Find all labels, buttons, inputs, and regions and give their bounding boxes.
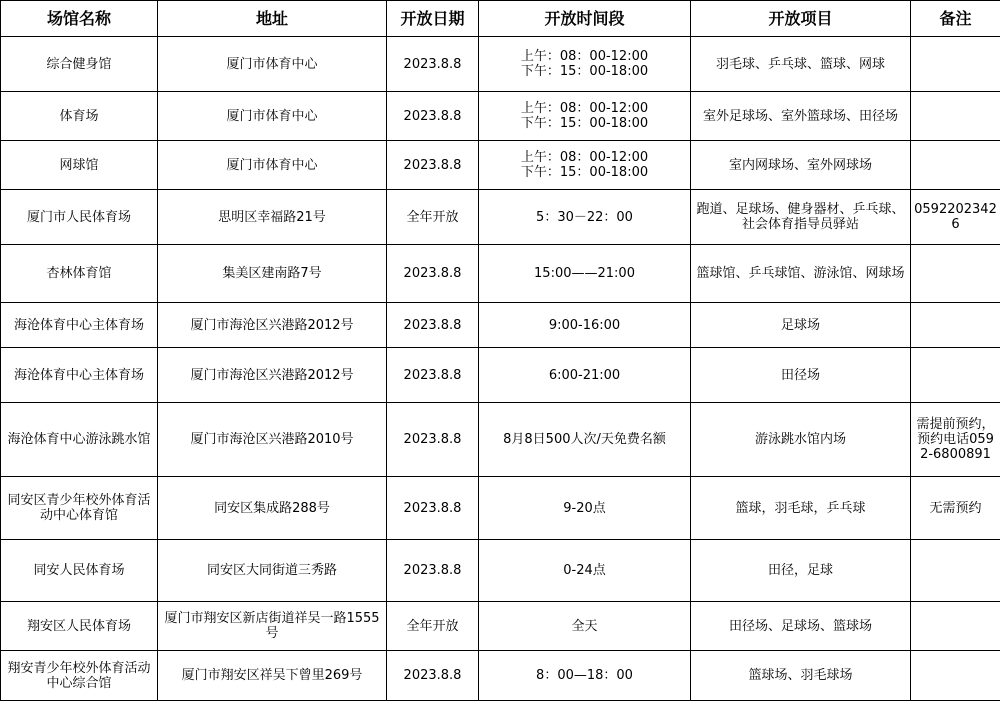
open-hours-cell [479,92,691,141]
venue-name-cell: 体育场 [1,92,158,141]
table-row [1,303,1000,348]
open-items-cell: 游泳跳水馆内场 [691,403,911,477]
open-hours-cell [479,540,691,602]
open-items-cell: 室内网球场、室外网球场 [691,141,911,190]
open-hours-cell [479,190,691,245]
address-cell: 厦门市体育中心 [158,141,387,190]
open-hours-line: 0-24点 [481,563,688,578]
table-row [1,477,1000,540]
venue-name-cell: 海沧体育中心主体育场 [1,348,158,403]
open-items-cell: 羽毛球、乒乓球、篮球、网球 [691,37,911,92]
remarks-cell [911,245,1000,303]
open-hours-cell [479,245,691,303]
open-hours-line: 9-20点 [481,501,688,516]
open-items-cell: 田径场 [691,348,911,403]
venue-name-cell: 杏林体育馆 [1,245,158,303]
table-row [1,141,1000,190]
open-items-cell: 田径场、足球场、篮球场 [691,602,911,651]
open-hours-line: 上午：08：00-12:00 [481,101,688,116]
remarks-cell: 05922023426 [911,190,1000,245]
open-date-cell: 2023.8.8 [387,651,479,701]
open-items-cell: 足球场 [691,303,911,348]
address-cell: 厦门市海沧区兴港路2012号 [158,348,387,403]
open-hours-line: 5：30－22：00 [481,210,688,225]
address-cell: 同安区集成路288号 [158,477,387,540]
table-row [1,348,1000,403]
open-hours-cell [479,602,691,651]
open-items-cell: 跑道、足球场、健身器材、乒乓球、社会体育指导员驿站 [691,190,911,245]
table-row [1,651,1000,701]
remarks-cell [911,303,1000,348]
open-hours-line: 下午：15：00-18:00 [481,64,688,79]
address-cell: 同安区大同街道三秀路 [158,540,387,602]
table-row [1,92,1000,141]
address-cell: 集美区建南路7号 [158,245,387,303]
remarks-cell [911,348,1000,403]
remarks-cell [911,602,1000,651]
open-hours-line: 8：00—18：00 [481,668,688,683]
open-hours-line: 上午：08：00-12:00 [481,150,688,165]
header-open-date: 开放日期 [387,1,479,37]
open-date-cell: 2023.8.8 [387,92,479,141]
table-row [1,540,1000,602]
table-body [1,37,1000,701]
remarks-cell [911,540,1000,602]
open-hours-line: 6:00-21:00 [481,368,688,383]
open-items-cell: 篮球，羽毛球，乒乓球 [691,477,911,540]
open-date-cell: 全年开放 [387,602,479,651]
header-open-items: 开放项目 [691,1,911,37]
open-items-cell: 室外足球场、室外篮球场、田径场 [691,92,911,141]
open-date-cell: 2023.8.8 [387,477,479,540]
address-cell: 厦门市体育中心 [158,37,387,92]
table-row [1,245,1000,303]
open-date-cell: 全年开放 [387,190,479,245]
venue-name-cell: 翔安区人民体育场 [1,602,158,651]
open-hours-cell [479,141,691,190]
open-items-cell: 篮球馆、乒乓球馆、游泳馆、网球场 [691,245,911,303]
venue-name-cell: 海沧体育中心主体育场 [1,303,158,348]
open-hours-line: 9:00-16:00 [481,318,688,333]
open-date-cell: 2023.8.8 [387,348,479,403]
header-venue-name: 场馆名称 [1,1,158,37]
open-hours-line: 8月8日500人次/天免费名额 [481,432,688,447]
open-date-cell: 2023.8.8 [387,303,479,348]
remarks-cell: 需提前预约，预约电话0592-6800891 [911,403,1000,477]
address-cell: 厦门市海沧区兴港路2010号 [158,403,387,477]
address-cell: 厦门市翔安区祥吴下曾里269号 [158,651,387,701]
table-row [1,602,1000,651]
venue-name-cell: 海沧体育中心游泳跳水馆 [1,403,158,477]
remarks-cell: 无需预约 [911,477,1000,540]
open-hours-cell [479,348,691,403]
open-date-cell: 2023.8.8 [387,141,479,190]
remarks-cell [911,37,1000,92]
venue-name-cell: 同安区青少年校外体育活动中心体育馆 [1,477,158,540]
open-hours-cell [479,403,691,477]
table-row [1,37,1000,92]
open-hours-cell [479,651,691,701]
open-date-cell: 2023.8.8 [387,403,479,477]
address-cell: 思明区幸福路21号 [158,190,387,245]
venue-name-cell: 同安人民体育场 [1,540,158,602]
open-items-cell: 田径，足球 [691,540,911,602]
open-hours-line: 15:00——21:00 [481,266,688,281]
header-address: 地址 [158,1,387,37]
remarks-cell [911,651,1000,701]
address-cell: 厦门市体育中心 [158,92,387,141]
open-date-cell: 2023.8.8 [387,540,479,602]
header-open-hours: 开放时间段 [479,1,691,37]
open-hours-line: 全天 [481,619,688,634]
venue-name-cell: 网球馆 [1,141,158,190]
remarks-cell [911,92,1000,141]
table-row [1,403,1000,477]
open-items-cell: 篮球场、羽毛球场 [691,651,911,701]
header-row [1,1,1000,37]
venue-name-cell: 综合健身馆 [1,37,158,92]
open-hours-cell [479,37,691,92]
open-date-cell: 2023.8.8 [387,245,479,303]
open-hours-line: 下午：15：00-18:00 [481,165,688,180]
table-row [1,190,1000,245]
open-hours-line: 上午：08：00-12:00 [481,49,688,64]
open-hours-line: 下午：15：00-18:00 [481,116,688,131]
open-date-cell: 2023.8.8 [387,37,479,92]
address-cell: 厦门市翔安区新店街道祥吴一路1555号 [158,602,387,651]
remarks-cell [911,141,1000,190]
header-remarks: 备注 [911,1,1000,37]
venue-name-cell: 翔安青少年校外体育活动中心综合馆 [1,651,158,701]
open-hours-cell [479,477,691,540]
open-hours-cell [479,303,691,348]
venue-name-cell: 厦门市人民体育场 [1,190,158,245]
address-cell: 厦门市海沧区兴港路2012号 [158,303,387,348]
